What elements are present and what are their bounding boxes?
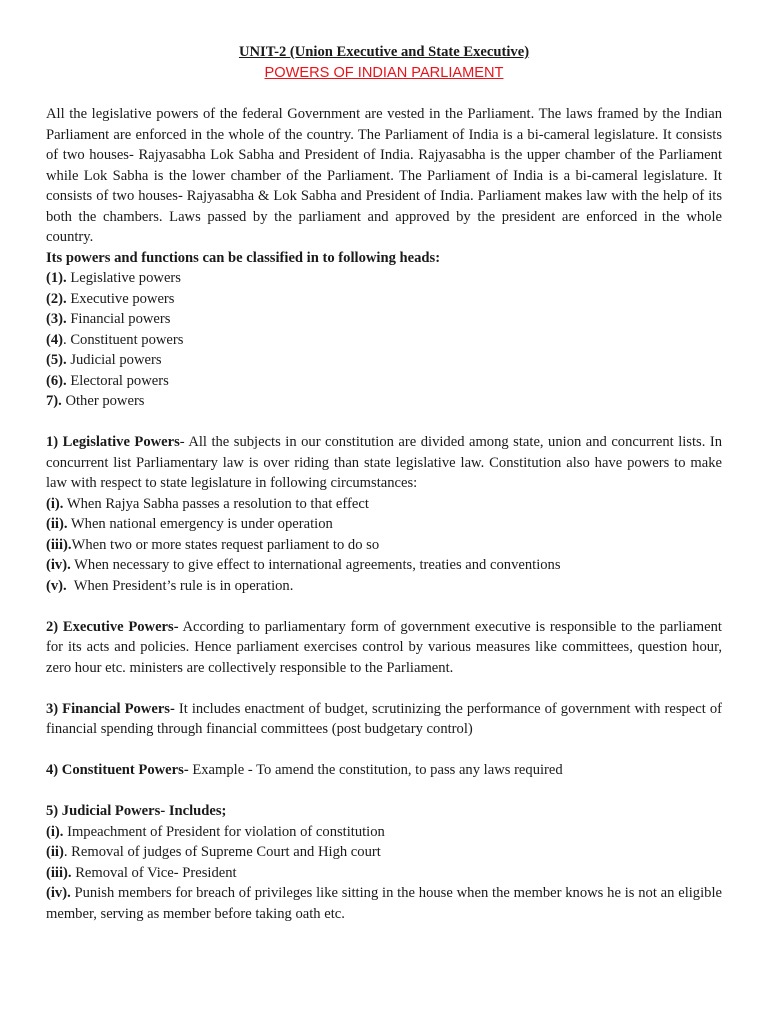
list-item: (5). Judicial powers — [46, 352, 162, 368]
topic-title: POWERS OF INDIAN PARLIAMENT — [264, 64, 504, 81]
section-heading: 3) Financial Powers- — [46, 700, 175, 717]
list-item: (iv). When necessary to give effect to international agreements, treaties and conventions — [46, 557, 561, 573]
heads-heading: Its powers and functions can be classified in to following heads: — [46, 249, 441, 266]
list-item: (iv). Punish members for breach of privileges like sitting in the house when the member knows he is not an eligible member, serving as member before taking oath etc. — [46, 885, 722, 922]
judicial-section: 5) Judicial Powers- Includes; — [46, 803, 227, 819]
section-heading: 4) Constituent Powers- — [46, 762, 189, 778]
section-heading: 1) Legislative Powers — [46, 434, 180, 450]
list-item: 7). Other powers — [46, 393, 145, 409]
list-item: (2). Executive powers — [46, 290, 175, 307]
list-item: (v). When President’s rule is in operation. — [46, 577, 294, 594]
section-heading: 2) Executive Powers- — [46, 618, 179, 635]
list-item: (iii). Removal of Vice- President — [46, 864, 237, 881]
constituent-section: 4) Constituent Powers- Example - To amend the constitution, to pass any laws required — [46, 762, 563, 778]
legislative-list — [46, 494, 722, 597]
list-item: (ii). Removal of judges of Supreme Court and High court — [46, 844, 381, 860]
executive-section: 2) Executive Powers- According to parliamentary form of government executive is responsible to the parliament for its acts and policies. Hence parliament exercises control by various measures like committees, question hour, zero hour etc. ministers are collectively responsible to the Parliament. — [46, 618, 722, 676]
list-item: (6). Electoral powers — [46, 372, 169, 389]
list-item: (ii). When national emergency is under operation — [46, 516, 333, 532]
heads-list — [46, 268, 722, 412]
list-item: (3). Financial powers — [46, 311, 171, 327]
section-heading: 5) Judicial Powers — [46, 803, 161, 819]
judicial-list — [46, 822, 722, 925]
legislative-section: 1) Legislative Powers- All the subjects in our constitution are divided among state, union and concurrent lists. In concurrent list Parliamentary law is over riding than state legislative law. Constitution also have powers to make law with respect to state legislature in following circumstances: — [46, 434, 723, 491]
list-item: (iii).When two or more states request parliament to do so — [46, 536, 380, 553]
unit-title: UNIT-2 (Union Executive and State Executive) — [238, 44, 530, 60]
financial-section: 3) Financial Powers- It includes enactment of budget, scrutinizing the performance of government with respect of financial spending through financial committees (post budgetary control) — [46, 700, 722, 737]
list-item: (4). Constituent powers — [46, 331, 184, 348]
intro-paragraph: All the legislative powers of the federal Government are vested in the Parliament. The laws framed by the Indian Parliament are enforced in the whole of the country. The Parliament of India is a bi-cameral legislature. It consists of two houses- Rajyasabha Lok Sabha and President of India. Rajyasabha is the upper chamber of the Parliament while Lok Sabha is the lower chamber of the Parliament. The Parliament of India is a bi-cameral legislature. It consists of two houses- Rajyasabha & Lok Sabha and President of India. Parliament makes law with the help of its both the chambers. Laws passed by the parliament and approved by the president are enforced in the whole country. — [46, 106, 722, 245]
list-item: (i). When Rajya Sabha passes a resolution to that effect — [46, 495, 369, 512]
list-item: (1). Legislative powers — [46, 270, 181, 286]
list-item: (i). Impeachment of President for violation of constitution — [46, 823, 385, 840]
